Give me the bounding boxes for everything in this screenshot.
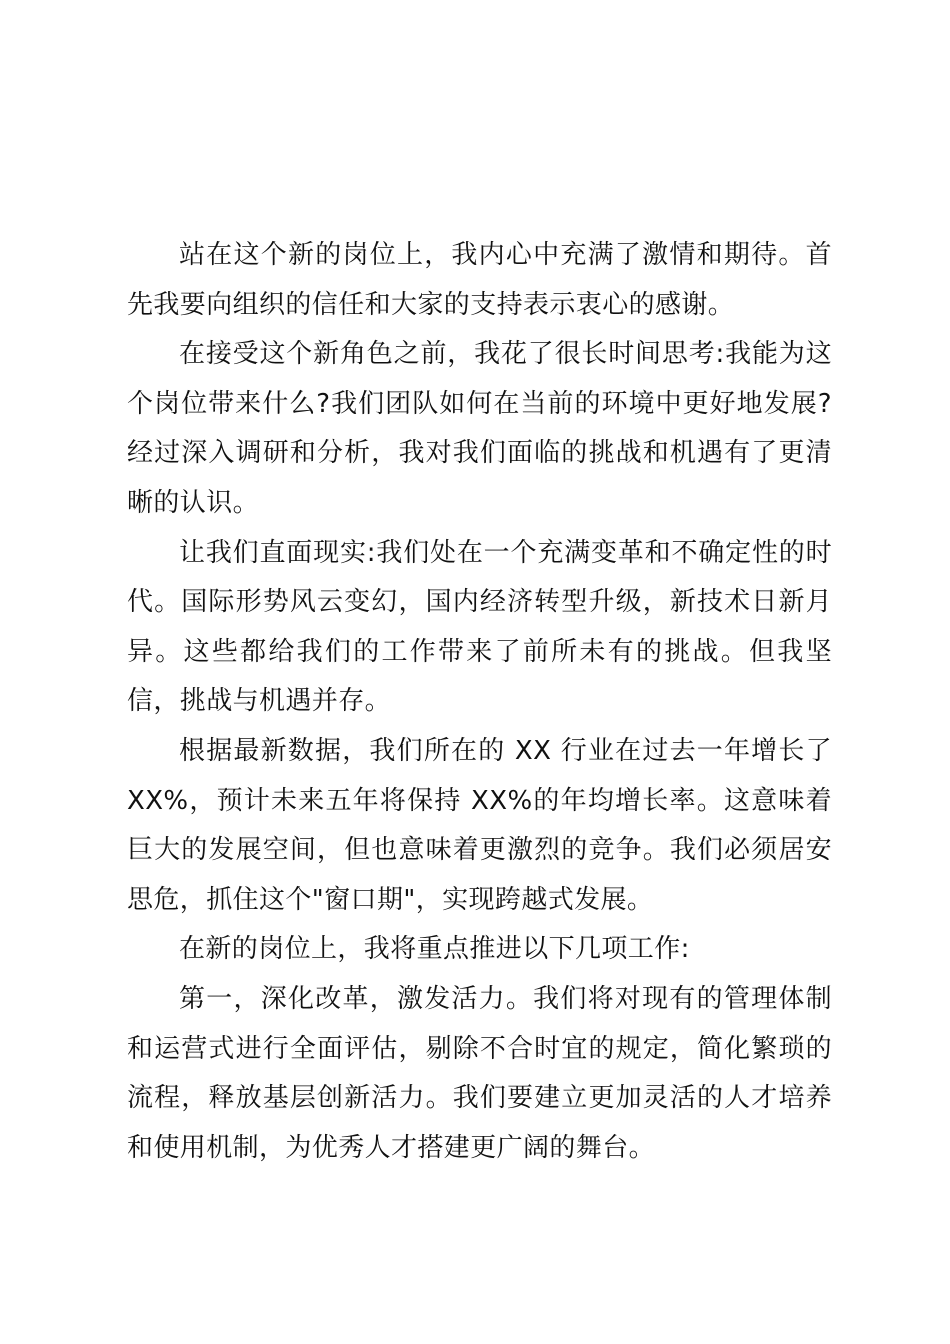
document-body [127, 231, 832, 1173]
paragraph-1: 站在这个新的岗位上，我内心中充满了激情和期待。首先我要向组织的信任和大家的支持表示衷心的感谢。 [127, 240, 832, 320]
paragraph-5: 在新的岗位上，我将重点推进以下几项工作: [179, 934, 690, 965]
paragraph-3: 让我们直面现实:我们处在一个充满变革和不确定性的时代。国际形势风云变幻，国内经济转型升级，新技术日新月异。这些都给我们的工作带来了前所未有的挑战。但我坚信，挑战与机遇并存。 [127, 537, 832, 717]
paragraph-6: 第一，深化改革，激发活力。我们将对现有的管理体制和运营式进行全面评估，剔除不合时宜的规定，简化繁琐的流程，释放基层创新活力。我们要建立更加灵活的人才培养和使用机制，为优秀人才搭建更广阔的舞台。 [127, 983, 832, 1163]
paragraph-4: 根据最新数据，我们所在的 XX 行业在过去一年增长了 XX%，预计未来五年将保持 XX%的年均增长率。这意味着巨大的发展空间，但也意味着更激烈的竞争。我们必须居安思危，抓住这个"窗口期"，实现跨越式发展。 [127, 735, 832, 915]
paragraph-2: 在接受这个新角色之前，我花了很长时间思考:我能为这个岗位带来什么?我们团队如何在当前的环境中更好地发展?经过深入调研和分析，我对我们面临的挑战和机遇有了更清晰的认识。 [127, 339, 832, 518]
